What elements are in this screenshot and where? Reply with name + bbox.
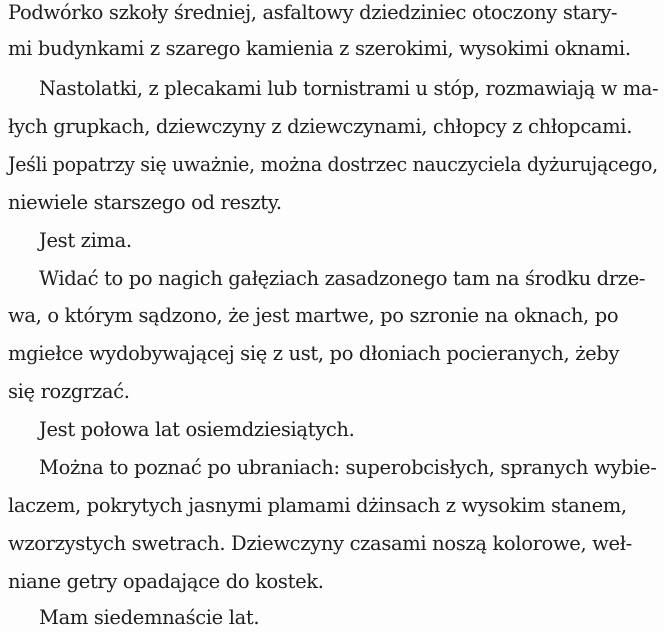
text-line-14: laczem, pokrytych jasnymi plamami dżinsach z wysokim stanem, (8, 494, 627, 517)
paragraph-start-line-7: Jest zima. (39, 229, 132, 252)
text-line-1: Podwórko szkoły średniej, asfaltowy dziedziniec otoczony stary- (8, 1, 618, 24)
paragraph-start-line-3: Nastolatki, z plecakami lub tornistrami u stóp, rozmawiają w ma- (39, 77, 659, 100)
text-line-4: łych grupkach, dziewczyny z dziewczynami, chłopcy z chłopcami. (8, 115, 633, 138)
text-line-10: mgiełce wydobywającej się z ust, po dłoniach pocieranych, żeby (8, 342, 620, 365)
paragraph-start-line-13: Można to poznać po ubraniach: superobcisłych, spranych wybie- (39, 456, 657, 479)
paragraph-start-line-8: Widać to po nagich gałęziach zasadzonego tam na środku drze- (39, 267, 646, 290)
text-line-6: niewiele starszego od reszty. (8, 191, 282, 214)
text-line-9: wa, o którym sądzono, że jest martwe, po szronie na oknach, po (8, 304, 619, 327)
paragraph-start-line-12: Jest połowa lat osiemdziesiątych. (39, 418, 355, 441)
paragraph-start-line-17: Mam siedemnaście lat. (39, 606, 260, 629)
text-line-2: mi budynkami z szarego kamienia z szerokimi, wysokimi oknami. (8, 37, 631, 60)
text-line-16: niane getry opadające do kostek. (8, 570, 324, 593)
text-line-11: się rozgrzać. (8, 380, 130, 403)
text-line-15: wzorzystych swetrach. Dziewczyny czasami noszą kolorowe, weł- (8, 532, 632, 555)
text-line-5: Jeśli popatrzy się uważnie, można dostrzec nauczyciela dyżurującego, (8, 153, 658, 176)
